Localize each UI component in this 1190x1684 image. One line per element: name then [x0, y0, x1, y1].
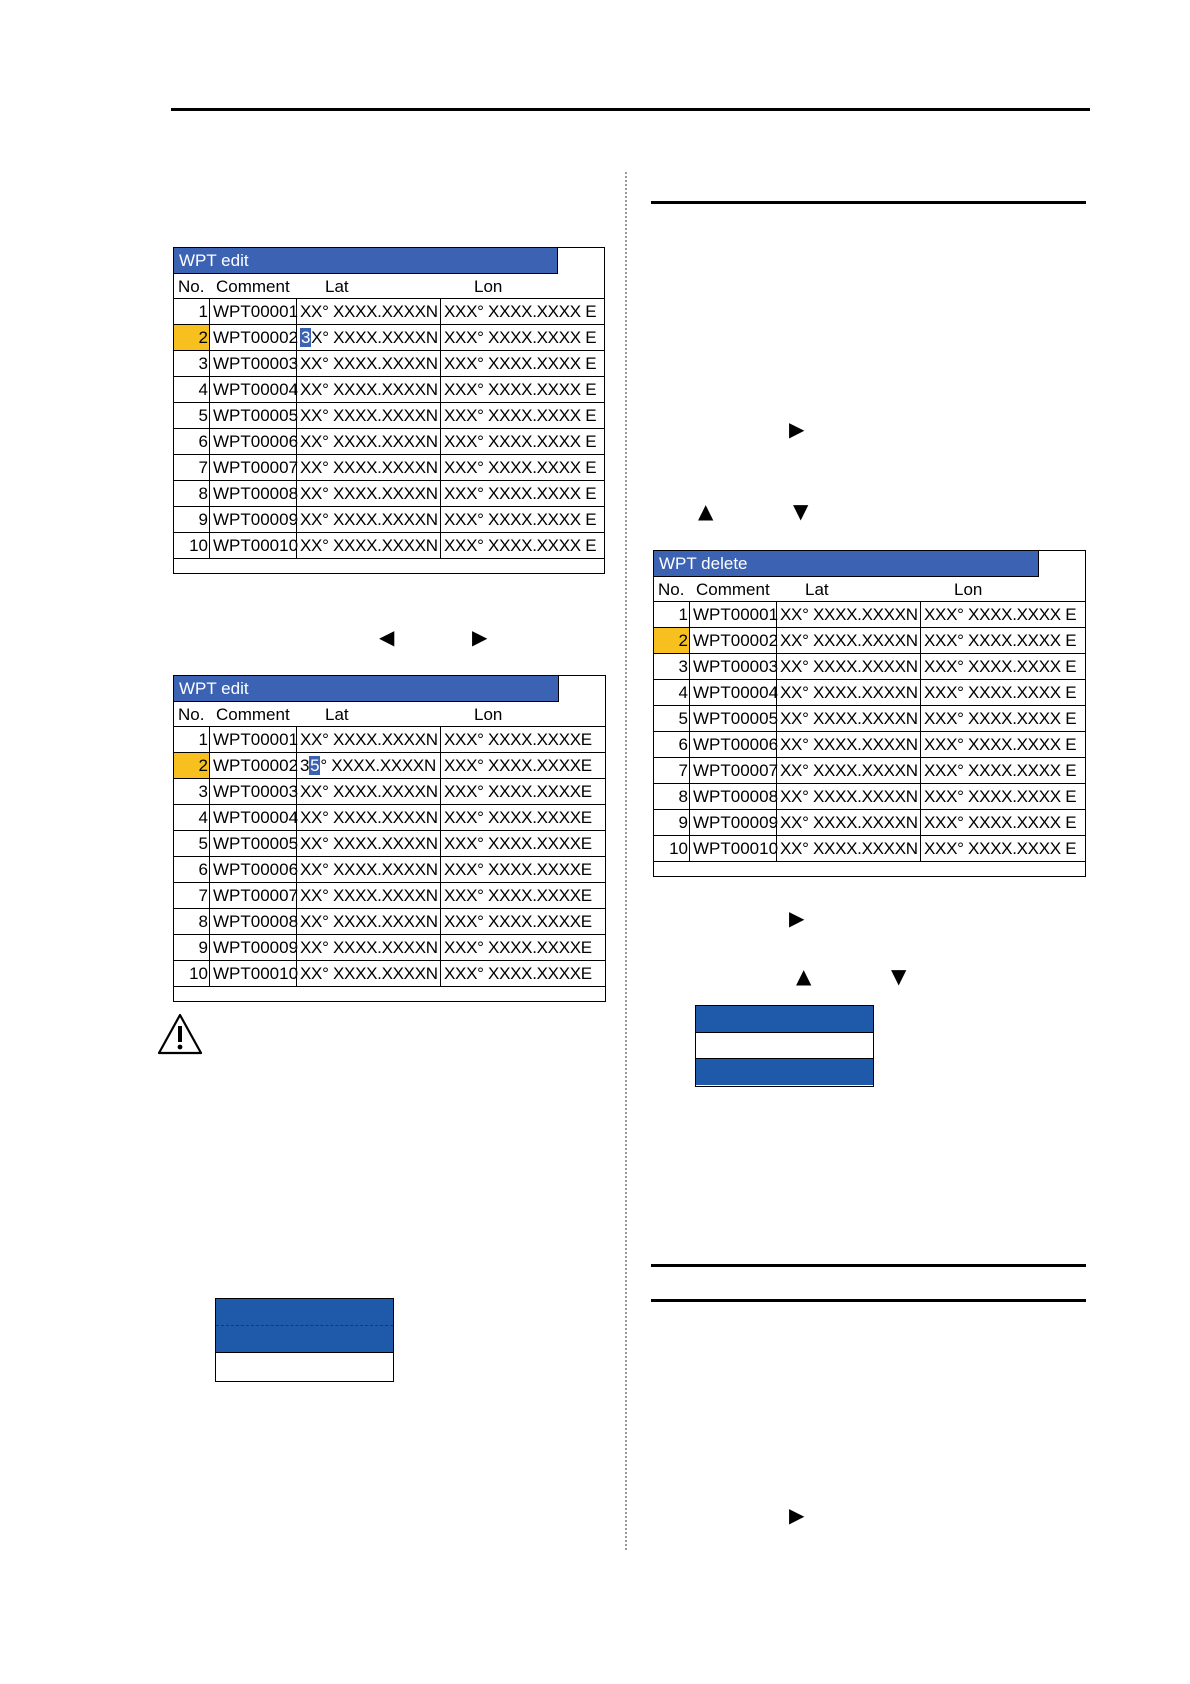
cell-lon: XXX° XXXX.XXXXE — [444, 834, 592, 853]
section-rule-top-right — [651, 201, 1086, 204]
arrow-left-icon: ◀ — [379, 625, 395, 649]
edit-cursor[interactable]: 5 — [310, 756, 320, 775]
cell-no: 4 — [174, 377, 210, 402]
table-row[interactable] — [174, 351, 604, 377]
lat-value: XX° XXXX.XXXXN — [300, 964, 438, 983]
header-lat: Lat — [325, 705, 349, 724]
arrow-right-icon: ▶ — [789, 417, 805, 441]
cell-lon: XXX° XXXX.XXXX E — [924, 631, 1077, 650]
header-lon: Lon — [474, 705, 503, 724]
cell-lat — [298, 805, 441, 830]
cell-lat — [778, 732, 921, 757]
table-row[interactable] — [174, 935, 605, 961]
table-row[interactable] — [174, 727, 605, 753]
lat-value: XX° XXXX.XXXXN — [300, 406, 438, 425]
cell-lon: XXX° XXXX.XXXXE — [444, 782, 592, 801]
cell-no: 5 — [174, 403, 210, 428]
header-comment: Comment — [216, 705, 290, 724]
header-no: No. — [178, 705, 205, 724]
menu-option-1[interactable] — [216, 1299, 393, 1326]
lat-value: XX° XXXX.XXXXN — [300, 912, 438, 931]
cell-no: 1 — [174, 727, 210, 752]
cell-lon: XXX° XXXX.XXXX E — [444, 484, 597, 503]
cell-no: 9 — [174, 507, 210, 532]
cell-no: 1 — [174, 299, 210, 324]
edit-cursor[interactable]: 3 — [301, 328, 311, 347]
cell-lon: XXX° XXXX.XXXX E — [444, 354, 597, 373]
lat-value: XX° XXXX.XXXXN — [300, 510, 438, 529]
cell-no: 1 — [654, 602, 690, 627]
cell-lon: XXX° XXXX.XXXX E — [924, 605, 1077, 624]
cell-lon: XXX° XXXX.XXXX E — [924, 709, 1077, 728]
lat-value: XX° XXXX.XXXXN — [300, 354, 438, 373]
arrow-right-icon: ▶ — [789, 906, 805, 930]
table-row[interactable] — [654, 706, 1085, 732]
table-row[interactable] — [174, 455, 604, 481]
option-menu-right[interactable] — [695, 1005, 874, 1087]
cell-lon: XXX° XXXX.XXXXE — [444, 730, 592, 749]
table-row[interactable] — [174, 805, 605, 831]
menu-option-3[interactable] — [696, 1059, 873, 1085]
header-comment: Comment — [696, 580, 770, 599]
panel-title: WPT delete — [654, 551, 1039, 577]
table-row[interactable] — [174, 909, 605, 935]
cell-comment: WPT00006 — [211, 429, 297, 454]
cell-no: 9 — [654, 810, 690, 835]
lat-value: XX° XXXX.XXXXN — [780, 605, 918, 624]
arrow-down-icon: ▼ — [793, 499, 809, 523]
menu-option-2[interactable] — [696, 1033, 873, 1059]
table-row[interactable] — [654, 654, 1085, 680]
cell-lat — [778, 810, 921, 835]
cell-lat — [778, 836, 921, 861]
cell-comment: WPT00007 — [211, 883, 297, 908]
cell-no: 2 — [174, 325, 210, 350]
cell-comment: WPT00002 — [211, 325, 297, 350]
cell-no: 6 — [174, 429, 210, 454]
cell-lon: XXX° XXXX.XXXX E — [444, 380, 597, 399]
lat-value: XX° XXXX.XXXXN — [780, 709, 918, 728]
table-row[interactable] — [174, 883, 605, 909]
lat-value: X° XXXX.XXXXN — [311, 328, 438, 347]
lat-value: XX° XXXX.XXXXN — [300, 938, 438, 957]
table-header — [174, 703, 605, 727]
cell-lon: XXX° XXXX.XXXX E — [444, 458, 597, 477]
cell-no: 8 — [174, 909, 210, 934]
table-row[interactable] — [174, 325, 604, 351]
lat-value: XX° XXXX.XXXXN — [780, 761, 918, 780]
cell-lat — [778, 602, 921, 627]
lat-value: XX° XXXX.XXXXN — [300, 886, 438, 905]
cell-lat — [298, 727, 441, 752]
cell-comment: WPT00003 — [211, 351, 297, 376]
lat-value: XX° XXXX.XXXXN — [780, 657, 918, 676]
cell-no: 4 — [174, 805, 210, 830]
cell-no: 2 — [654, 628, 690, 653]
cell-comment: WPT00003 — [211, 779, 297, 804]
cell-lon: XXX° XXXX.XXXXE — [444, 886, 592, 905]
lat-value: XX° XXXX.XXXXN — [780, 787, 918, 806]
cell-lat — [298, 377, 441, 402]
cell-lon: XXX° XXXX.XXXXE — [444, 808, 592, 827]
cell-lat — [298, 299, 441, 324]
arrow-down-icon: ▼ — [891, 964, 907, 988]
cell-lat — [298, 779, 441, 804]
arrow-up-icon: ▲ — [796, 964, 812, 988]
cell-comment: WPT00010 — [691, 836, 777, 861]
cell-comment: WPT00009 — [211, 935, 297, 960]
lat-value: XX° XXXX.XXXXN — [300, 782, 438, 801]
cell-lat — [778, 680, 921, 705]
cell-lat — [298, 533, 441, 558]
column-divider — [625, 172, 627, 1550]
section-rule-right-1 — [651, 1264, 1086, 1267]
table-row[interactable] — [174, 299, 604, 325]
warning-icon — [157, 1013, 203, 1060]
lat-value: XX° XXXX.XXXXN — [300, 536, 438, 555]
table-body — [654, 602, 1085, 862]
lat-value: XX° XXXX.XXXXN — [300, 860, 438, 879]
cell-lat — [298, 909, 441, 934]
arrow-right-icon: ▶ — [789, 1503, 805, 1527]
cell-lon: XXX° XXXX.XXXXE — [444, 938, 592, 957]
lat-value: XX° XXXX.XXXXN — [300, 730, 438, 749]
page-header-rule — [171, 108, 1090, 111]
cell-no: 3 — [174, 351, 210, 376]
cell-lat — [298, 753, 441, 778]
table-row[interactable] — [174, 831, 605, 857]
menu-option-2[interactable] — [216, 1326, 393, 1353]
option-menu-left[interactable] — [215, 1298, 394, 1382]
panel-title: WPT edit — [174, 248, 558, 274]
cell-lat — [298, 831, 441, 856]
cell-lon: XXX° XXXX.XXXXE — [444, 756, 592, 775]
cell-comment: WPT00009 — [211, 507, 297, 532]
table-row[interactable] — [654, 732, 1085, 758]
cell-no: 8 — [174, 481, 210, 506]
cell-lat — [298, 455, 441, 480]
cell-comment: WPT00002 — [691, 628, 777, 653]
cell-comment: WPT00001 — [211, 299, 297, 324]
table-row[interactable] — [654, 810, 1085, 836]
menu-option-3[interactable] — [216, 1353, 393, 1379]
cell-lon: XXX° XXXX.XXXX E — [924, 839, 1077, 858]
table-row[interactable] — [654, 836, 1085, 862]
table-body — [174, 299, 604, 559]
panel-title: WPT edit — [174, 676, 559, 702]
cell-no: 3 — [174, 779, 210, 804]
lat-value: XX° XXXX.XXXXN — [780, 631, 918, 650]
cell-no: 5 — [654, 706, 690, 731]
cell-lon: XXX° XXXX.XXXX E — [924, 735, 1077, 754]
table-row[interactable] — [654, 680, 1085, 706]
table-row[interactable] — [174, 961, 605, 987]
cell-comment: WPT00008 — [211, 909, 297, 934]
lat-value: XX° XXXX.XXXXN — [780, 839, 918, 858]
cell-comment: WPT00008 — [691, 784, 777, 809]
arrow-right-icon: ▶ — [472, 625, 488, 649]
cell-no: 10 — [174, 961, 210, 986]
table-row[interactable] — [654, 784, 1085, 810]
table-row[interactable] — [174, 429, 604, 455]
cell-comment: WPT00006 — [691, 732, 777, 757]
cell-lat — [298, 325, 441, 350]
cell-no: 9 — [174, 935, 210, 960]
cell-lon: XXX° XXXX.XXXX E — [444, 302, 597, 321]
cell-lat — [298, 857, 441, 882]
table-row[interactable] — [174, 481, 604, 507]
lat-value: XX° XXXX.XXXXN — [300, 484, 438, 503]
table-body — [174, 727, 605, 987]
cell-comment: WPT00003 — [691, 654, 777, 679]
table-row[interactable] — [654, 758, 1085, 784]
cell-lat — [778, 758, 921, 783]
cell-comment: WPT00009 — [691, 810, 777, 835]
lat-value: XX° XXXX.XXXXN — [300, 808, 438, 827]
cell-lat — [778, 628, 921, 653]
cell-no: 3 — [654, 654, 690, 679]
cell-lon: XXX° XXXX.XXXX E — [924, 657, 1077, 676]
cell-comment: WPT00010 — [211, 961, 297, 986]
cell-comment: WPT00006 — [211, 857, 297, 882]
cell-lon: XXX° XXXX.XXXXE — [444, 964, 592, 983]
table-row[interactable] — [174, 507, 604, 533]
table-header — [174, 275, 604, 299]
cell-comment: WPT00007 — [691, 758, 777, 783]
arrow-up-icon: ▲ — [698, 499, 714, 523]
header-lon: Lon — [954, 580, 983, 599]
cell-no: 2 — [174, 753, 210, 778]
cell-lon: XXX° XXXX.XXXX E — [444, 328, 597, 347]
cell-lon: XXX° XXXX.XXXXE — [444, 860, 592, 879]
cell-lat — [298, 961, 441, 986]
lat-value: XX° XXXX.XXXXN — [780, 683, 918, 702]
cell-lon: XXX° XXXX.XXXXE — [444, 912, 592, 931]
lat-value: ° XXXX.XXXXN — [320, 756, 436, 775]
cell-comment: WPT00001 — [211, 727, 297, 752]
cell-comment: WPT00004 — [211, 377, 297, 402]
header-no: No. — [178, 277, 205, 296]
cell-no: 6 — [174, 857, 210, 882]
cell-comment: WPT00005 — [211, 403, 297, 428]
table-row[interactable] — [174, 779, 605, 805]
menu-option-1[interactable] — [696, 1006, 873, 1033]
cell-lon: XXX° XXXX.XXXX E — [924, 813, 1077, 832]
lat-edit-prefix: 3 — [300, 756, 310, 775]
cell-lat — [298, 429, 441, 454]
cell-comment: WPT00005 — [691, 706, 777, 731]
lat-value: XX° XXXX.XXXXN — [300, 380, 438, 399]
cell-lat — [298, 481, 441, 506]
cell-no: 10 — [174, 533, 210, 558]
cell-lat — [298, 507, 441, 532]
cell-no: 4 — [654, 680, 690, 705]
cell-no: 7 — [174, 455, 210, 480]
cell-lat — [778, 706, 921, 731]
lat-value: XX° XXXX.XXXXN — [300, 432, 438, 451]
wpt-edit-panel-1 — [173, 247, 605, 574]
lat-value: XX° XXXX.XXXXN — [780, 735, 918, 754]
wpt-edit-panel-2 — [173, 675, 606, 1002]
cell-lon: XXX° XXXX.XXXX E — [924, 787, 1077, 806]
lat-value: XX° XXXX.XXXXN — [300, 834, 438, 853]
cell-lat — [778, 654, 921, 679]
section-rule-right-2 — [651, 1299, 1086, 1302]
header-no: No. — [658, 580, 685, 599]
header-lat: Lat — [325, 277, 349, 296]
cell-comment: WPT00004 — [211, 805, 297, 830]
cell-no: 5 — [174, 831, 210, 856]
cell-no: 10 — [654, 836, 690, 861]
cell-no: 6 — [654, 732, 690, 757]
lat-value: XX° XXXX.XXXXN — [300, 458, 438, 477]
header-lat: Lat — [805, 580, 829, 599]
table-row[interactable] — [174, 377, 604, 403]
cell-lat — [298, 883, 441, 908]
cell-lon: XXX° XXXX.XXXX E — [444, 510, 597, 529]
table-row[interactable] — [174, 857, 605, 883]
cell-comment: WPT00005 — [211, 831, 297, 856]
cell-lon: XXX° XXXX.XXXX E — [924, 761, 1077, 780]
cell-no: 7 — [174, 883, 210, 908]
cell-lat — [778, 784, 921, 809]
lat-value: XX° XXXX.XXXXN — [300, 302, 438, 321]
header-lon: Lon — [474, 277, 503, 296]
cell-no: 8 — [654, 784, 690, 809]
cell-lat — [298, 935, 441, 960]
table-row[interactable] — [174, 533, 604, 559]
lat-value: XX° XXXX.XXXXN — [780, 813, 918, 832]
cell-lon: XXX° XXXX.XXXX E — [444, 536, 597, 555]
header-comment: Comment — [216, 277, 290, 296]
cell-comment: WPT00007 — [211, 455, 297, 480]
cell-lat — [298, 403, 441, 428]
cell-lat — [298, 351, 441, 376]
cell-lon: XXX° XXXX.XXXX E — [444, 432, 597, 451]
cell-lon: XXX° XXXX.XXXX E — [924, 683, 1077, 702]
cell-comment: WPT00002 — [211, 753, 297, 778]
table-row[interactable] — [174, 403, 604, 429]
cell-no: 7 — [654, 758, 690, 783]
table-header — [654, 578, 1085, 602]
wpt-delete-panel — [653, 550, 1086, 877]
cell-lon: XXX° XXXX.XXXX E — [444, 406, 597, 425]
cell-comment: WPT00001 — [691, 602, 777, 627]
table-row[interactable] — [654, 602, 1085, 628]
cell-comment: WPT00004 — [691, 680, 777, 705]
cell-comment: WPT00008 — [211, 481, 297, 506]
cell-comment: WPT00010 — [211, 533, 297, 558]
table-row[interactable] — [654, 628, 1085, 654]
table-row[interactable] — [174, 753, 605, 779]
